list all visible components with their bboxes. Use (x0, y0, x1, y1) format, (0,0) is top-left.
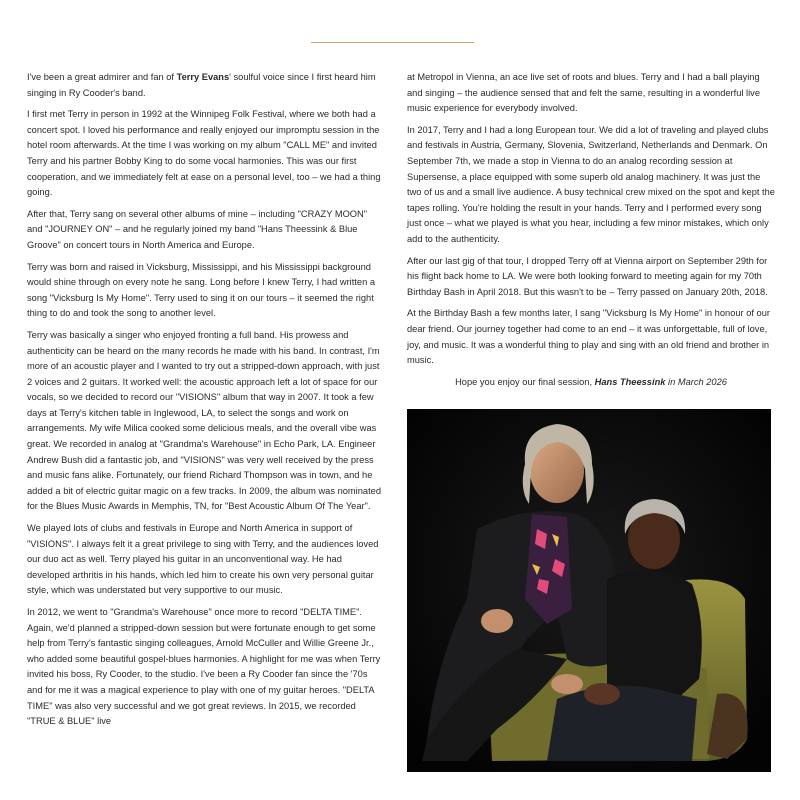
paragraph: I first met Terry in person in 1992 at the Winnipeg Folk Festival, where we both had a concert spot. I loved his performance and really enjoyed our impromptu session in the hotel room afterwards. At the time I was working on my album "CALL ME" and invited Terry and his partner Bobby King to do some vocal harmonies. This was our first cooperation, and we immediately felt at ease on a personal level, too – we had a thing going. (27, 109, 381, 198)
terry-evans-name: Terry Evans (176, 72, 230, 82)
duo-photo (407, 409, 771, 772)
signature-name: Hans Theessink (594, 376, 666, 387)
duo-photo-illustration (407, 409, 771, 772)
paragraph: At the Birthday Bash a few months later, I sang "Vicksburg Is My Home" in honour of our dear friend. Our journey together had come to an end – it was unforgettable, full of love, joy, and music. It was a wonderful thing to play and sing with an old friend and brother in music. (407, 308, 770, 366)
header-rule (311, 42, 474, 43)
signature-date: in March 2026 (665, 376, 727, 387)
signature-line (407, 375, 775, 391)
paragraph: In 2017, Terry and I had a long European tour. We did a lot of traveling and played clubs and festivals in Austria, Germany, Slovenia, Switzerland, Netherlands and Denmark. On September 7th, we made a stop in Vienna to do an analog recording session at Supersense, a place equipped with some superb old analog machinery. It was just the two of us and a small live audience. A busy technical crew mixed on the spot and kept the tapes rolling. You're holding the result in your hands. Terry and I performed every song just once – what we played is what you hear, including a few minor mistakes, which only add to the authenticity. (407, 124, 775, 244)
intro-text-end: ' soulful voice since I first heard him singing in Ry Cooder's band. (27, 72, 376, 98)
paragraph: After our last gig of that tour, I dropped Terry off at Vienna airport on September 29th for his flight back home to LA. We were both looking forward to meeting again for my 70th Birthday Bash in April 2018. But this wasn't to be – Terry passed on January 20th, 2018. (407, 255, 768, 297)
paragraph: In 2012, we went to "Grandma's Warehouse" once more to record "DELTA TIME". Again, we'd planned a stripped-down session but were fortunate enough to get some help from Terry's fantastic singing colleagues, Arnold McCuller and Willie Greene Jr., who added some beautiful gospel-blues harmonies. A highlight for me was when Terry invited his boss, Ry Cooder, to the studio. I've been a Ry Cooder fan since the '70s and for me it was a magical experience to play with one of my guitar heroes. "DELTA TIME" was also very successful and we got great reviews. In 2015, we recorded "TRUE & BLUE" live (27, 607, 381, 727)
signature-lead: Hope you enjoy our final session, (455, 376, 595, 387)
intro-paragraph (27, 70, 383, 101)
paragraph: Terry was basically a singer who enjoyed fronting a full band. His prowess and authenticity can be heard on the many records he made with his band. In contrast, I'm more of an acoustic player and I wanted to try out a stripped-down approach, with just 2 voices and 2 guitars. It worked well: the acoustic approach left a lot of space for our vocals, so we decided to record our "VISIONS" album that way in 2007. It took a few days at Terry's kitchen table in Inglewood, LA, to select the songs and work on arrangements. My wife Milica cooked some delicious meals, and the overall vibe was great. We recorded in analog at "Grandma's Warehouse" in Echo Park, LA. Engineer Andrew Bush did a fantastic job, and "VISIONS" was very well received by the press and music fans alike. Fortunately, our friend Richard Thompson was in town, and he added a bit of electric guitar magic on a few tracks. In 2009, the album was nominated for the Blues Music Awards in Memphis, TN, for "Best Acoustic Album Of The Year". (27, 329, 381, 512)
paragraph: After that, Terry sang on several other albums of mine – including "CRAZY MOON" and "JOURNEY ON" – and he regularly joined my band "Hans Theessink & Blue Groove" on concert tours in North America and Europe. (27, 208, 368, 250)
paragraph: We played lots of clubs and festivals in Europe and North America in support of "VISIONS". I always felt it a great privilege to sing with Terry, and the audiences loved our duo act as well. Terry played his guitar in an unconventional way. He had developed arthritis in his hands, which led him to create his own very personal guitar style, which was understated but very supportive to our music. (27, 523, 379, 596)
paragraph: Terry was born and raised in Vicksburg, Mississippi, and his Mississippi background would shine through on every note he sang. Long before I knew Terry, I had written a song "Vicksburg Is My Home". Terry used to sing it on our tours – it seemed the right thing to do and took the song to another level. (27, 261, 375, 319)
right-column (407, 70, 775, 396)
left-column (27, 70, 383, 736)
intro-text-start: I've been a great admirer and fan of (27, 72, 177, 82)
paragraph: at Metropol in Vienna, an ace live set of roots and blues. Terry and I had a ball playing and singing – the audience sensed that and felt the same, resulting in a wonderful live music experience for everybody involved. (407, 72, 760, 114)
